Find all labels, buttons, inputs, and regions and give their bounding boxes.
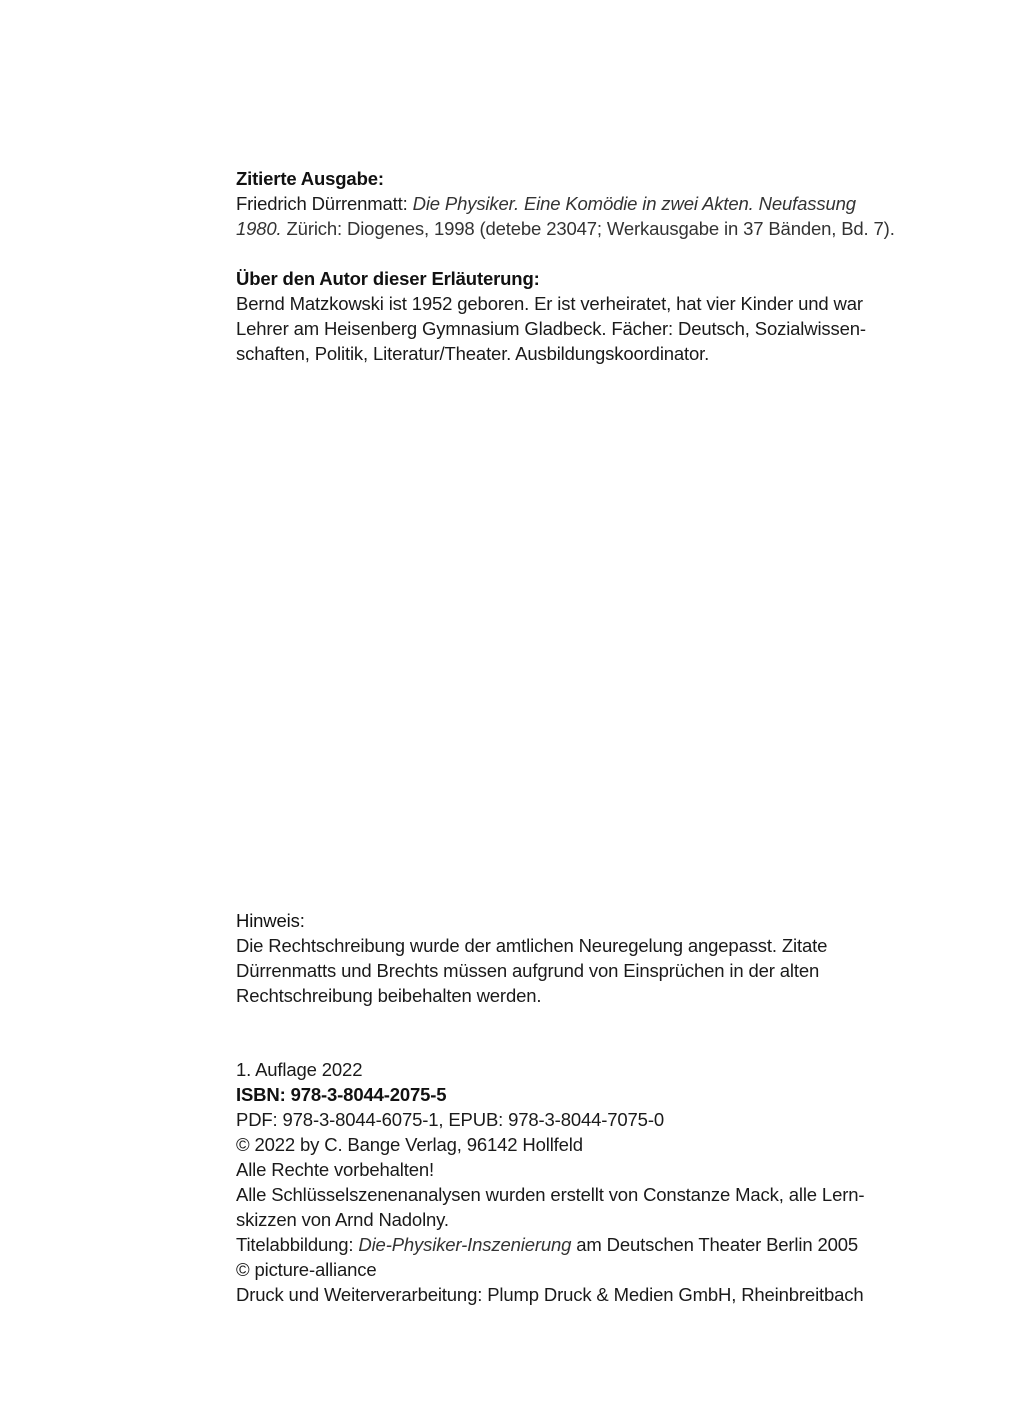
credits-line-1: Alle Schlüsselszenenanalysen wurden erstellt von Constanze Mack, alle Lern- [236, 1184, 865, 1205]
cover-image-prefix: Titelabbildung: [236, 1234, 359, 1255]
note-line: Dürrenmatts und Brechts müssen aufgrund von Einsprüchen in der alten [236, 960, 820, 981]
digital-isbn-line: PDF: 978-3-8044-6075-1, EPUB: 978-3-8044-7075-0 [236, 1109, 664, 1130]
about-author-heading: Über den Autor dieser Erläuterung: [236, 268, 540, 289]
imprint-section [236, 1057, 936, 1307]
cover-image-suffix: am Deutschen Theater Berlin 2005 [571, 1234, 859, 1255]
about-author-section [236, 266, 936, 366]
cited-edition-publisher: Zürich: Diogenes, 1998 (detebe 23047; Werkausgabe in 37 Bänden, Bd. 7). [281, 218, 895, 239]
about-author-line: Bernd Matzkowski ist 1952 geboren. Er ist verheiratet, hat vier Kinder und war [236, 293, 863, 314]
rights-line: Alle Rechte vorbehalten! [236, 1159, 434, 1180]
credits-line-2: skizzen von Arnd Nadolny. [236, 1209, 449, 1230]
cited-edition-author: Friedrich Dürrenmatt: [236, 193, 413, 214]
cited-edition-line-1 [236, 191, 936, 216]
picture-credit-line: © picture-alliance [236, 1259, 377, 1280]
about-author-line: Lehrer am Heisenberg Gymnasium Gladbeck. Fächer: Deutsch, Sozialwissen- [236, 318, 866, 339]
cover-image-title: Die-Physiker-Inszenierung [358, 1234, 572, 1255]
cited-edition-section [236, 166, 936, 241]
isbn-line: ISBN: 978-3-8044-2075-5 [236, 1084, 447, 1105]
about-author-line: schaften, Politik, Literatur/Theater. Ausbildungskoordinator. [236, 343, 710, 364]
cover-image-credit [236, 1232, 936, 1257]
note-line: Die Rechtschreibung wurde der amtlichen Neuregelung angepasst. Zitate [236, 935, 828, 956]
copyright-line: © 2022 by C. Bange Verlag, 96142 Hollfeld [236, 1134, 583, 1155]
edition-line: 1. Auflage 2022 [236, 1059, 363, 1080]
note-section [236, 908, 936, 1008]
note-heading: Hinweis: [236, 910, 305, 931]
cited-edition-title-year: 1980. [236, 218, 282, 239]
cited-edition-heading: Zitierte Ausgabe: [236, 168, 384, 189]
cited-edition-line-2 [236, 216, 936, 241]
cited-edition-title: Die Physiker. Eine Komödie in zwei Akten. Neufassung [412, 193, 856, 214]
printing-line: Druck und Weiterverarbeitung: Plump Druck & Medien GmbH, Rheinbreitbach [236, 1284, 864, 1305]
note-line: Rechtschreibung beibehalten werden. [236, 985, 542, 1006]
